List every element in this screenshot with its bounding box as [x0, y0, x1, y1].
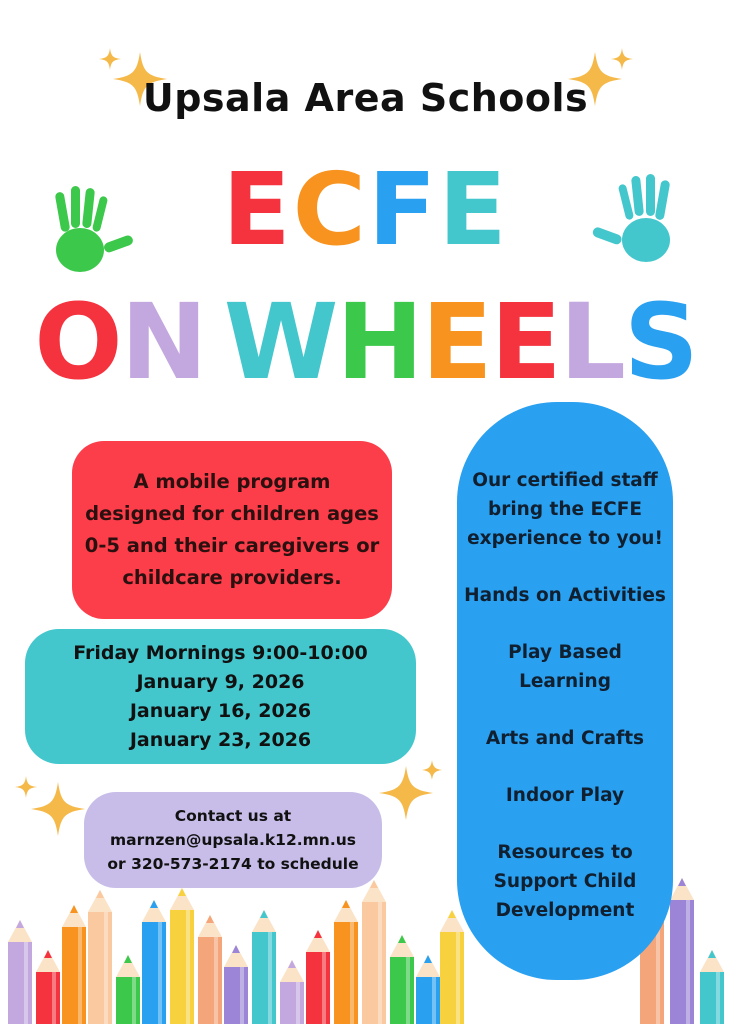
pencil-body	[224, 967, 248, 1024]
pencil-body	[390, 957, 414, 1024]
pencil-body	[142, 922, 166, 1024]
schedule-time: Friday Mornings 9:00-10:00	[73, 641, 368, 664]
title-letter: L	[559, 281, 624, 403]
pencil-body	[252, 932, 276, 1024]
title-letter: W	[223, 281, 337, 403]
title-letter: E	[421, 281, 491, 403]
feature-item: Play Based Learning	[508, 642, 622, 692]
pencil-body	[306, 952, 330, 1024]
schedule-date: January 16, 2026	[129, 699, 312, 722]
pencil-body	[198, 937, 222, 1024]
title-on-wheels	[0, 281, 731, 403]
pencil-body	[88, 912, 112, 1024]
title-letter: E	[222, 151, 293, 268]
pencil-body	[440, 932, 464, 1024]
description-box	[72, 441, 392, 619]
contact-email[interactable]: marnzen@upsala.k12.mn.us	[110, 831, 356, 849]
pencil-body	[670, 900, 694, 1024]
school-name: Upsala Area Schools	[142, 76, 589, 120]
schedule-date: January 23, 2026	[129, 728, 312, 751]
description-text: A mobile program designed for children ages 0-5 and their caregivers or childcare providers.	[84, 470, 380, 589]
pencil-body	[36, 972, 60, 1024]
pencil-body	[62, 927, 86, 1024]
title-letter: S	[623, 281, 697, 403]
pencil-body	[8, 942, 32, 1024]
sparkle-icon-lower-right	[376, 756, 448, 826]
title-letter: O	[34, 281, 121, 403]
sparkle-icon-lower-left	[10, 770, 90, 840]
title-letter: E	[490, 281, 560, 403]
pencil-body	[280, 982, 304, 1024]
contact-phone: or 320-573-2174 to schedule	[107, 855, 359, 873]
title-letter: H	[336, 281, 422, 403]
pencil-body	[700, 972, 724, 1024]
title-letter: C	[292, 151, 369, 268]
feature-item: Indoor Play	[505, 785, 625, 806]
contact-heading: Contact us at	[174, 807, 292, 825]
pencil-body	[416, 977, 440, 1024]
handprint-icon-left	[40, 182, 140, 282]
handprint-icon-right	[588, 168, 688, 272]
feature-item: Resources to Support Child Development	[493, 842, 637, 921]
pencil-body	[362, 902, 386, 1024]
feature-item: Arts and Crafts	[485, 728, 645, 749]
pencil-body	[170, 910, 194, 1024]
schedule-box	[25, 629, 416, 764]
title-letter: F	[368, 151, 439, 268]
features-intro: Our certified staff bring the ECFE experience to you!	[467, 470, 663, 549]
title-letter: E	[438, 151, 509, 268]
features-pill	[457, 402, 673, 980]
feature-item: Hands on Activities	[464, 585, 666, 606]
schedule-date: January 9, 2026	[136, 670, 305, 693]
pencil-body	[116, 977, 140, 1024]
title-letter: N	[120, 281, 206, 403]
pencil-body	[334, 922, 358, 1024]
